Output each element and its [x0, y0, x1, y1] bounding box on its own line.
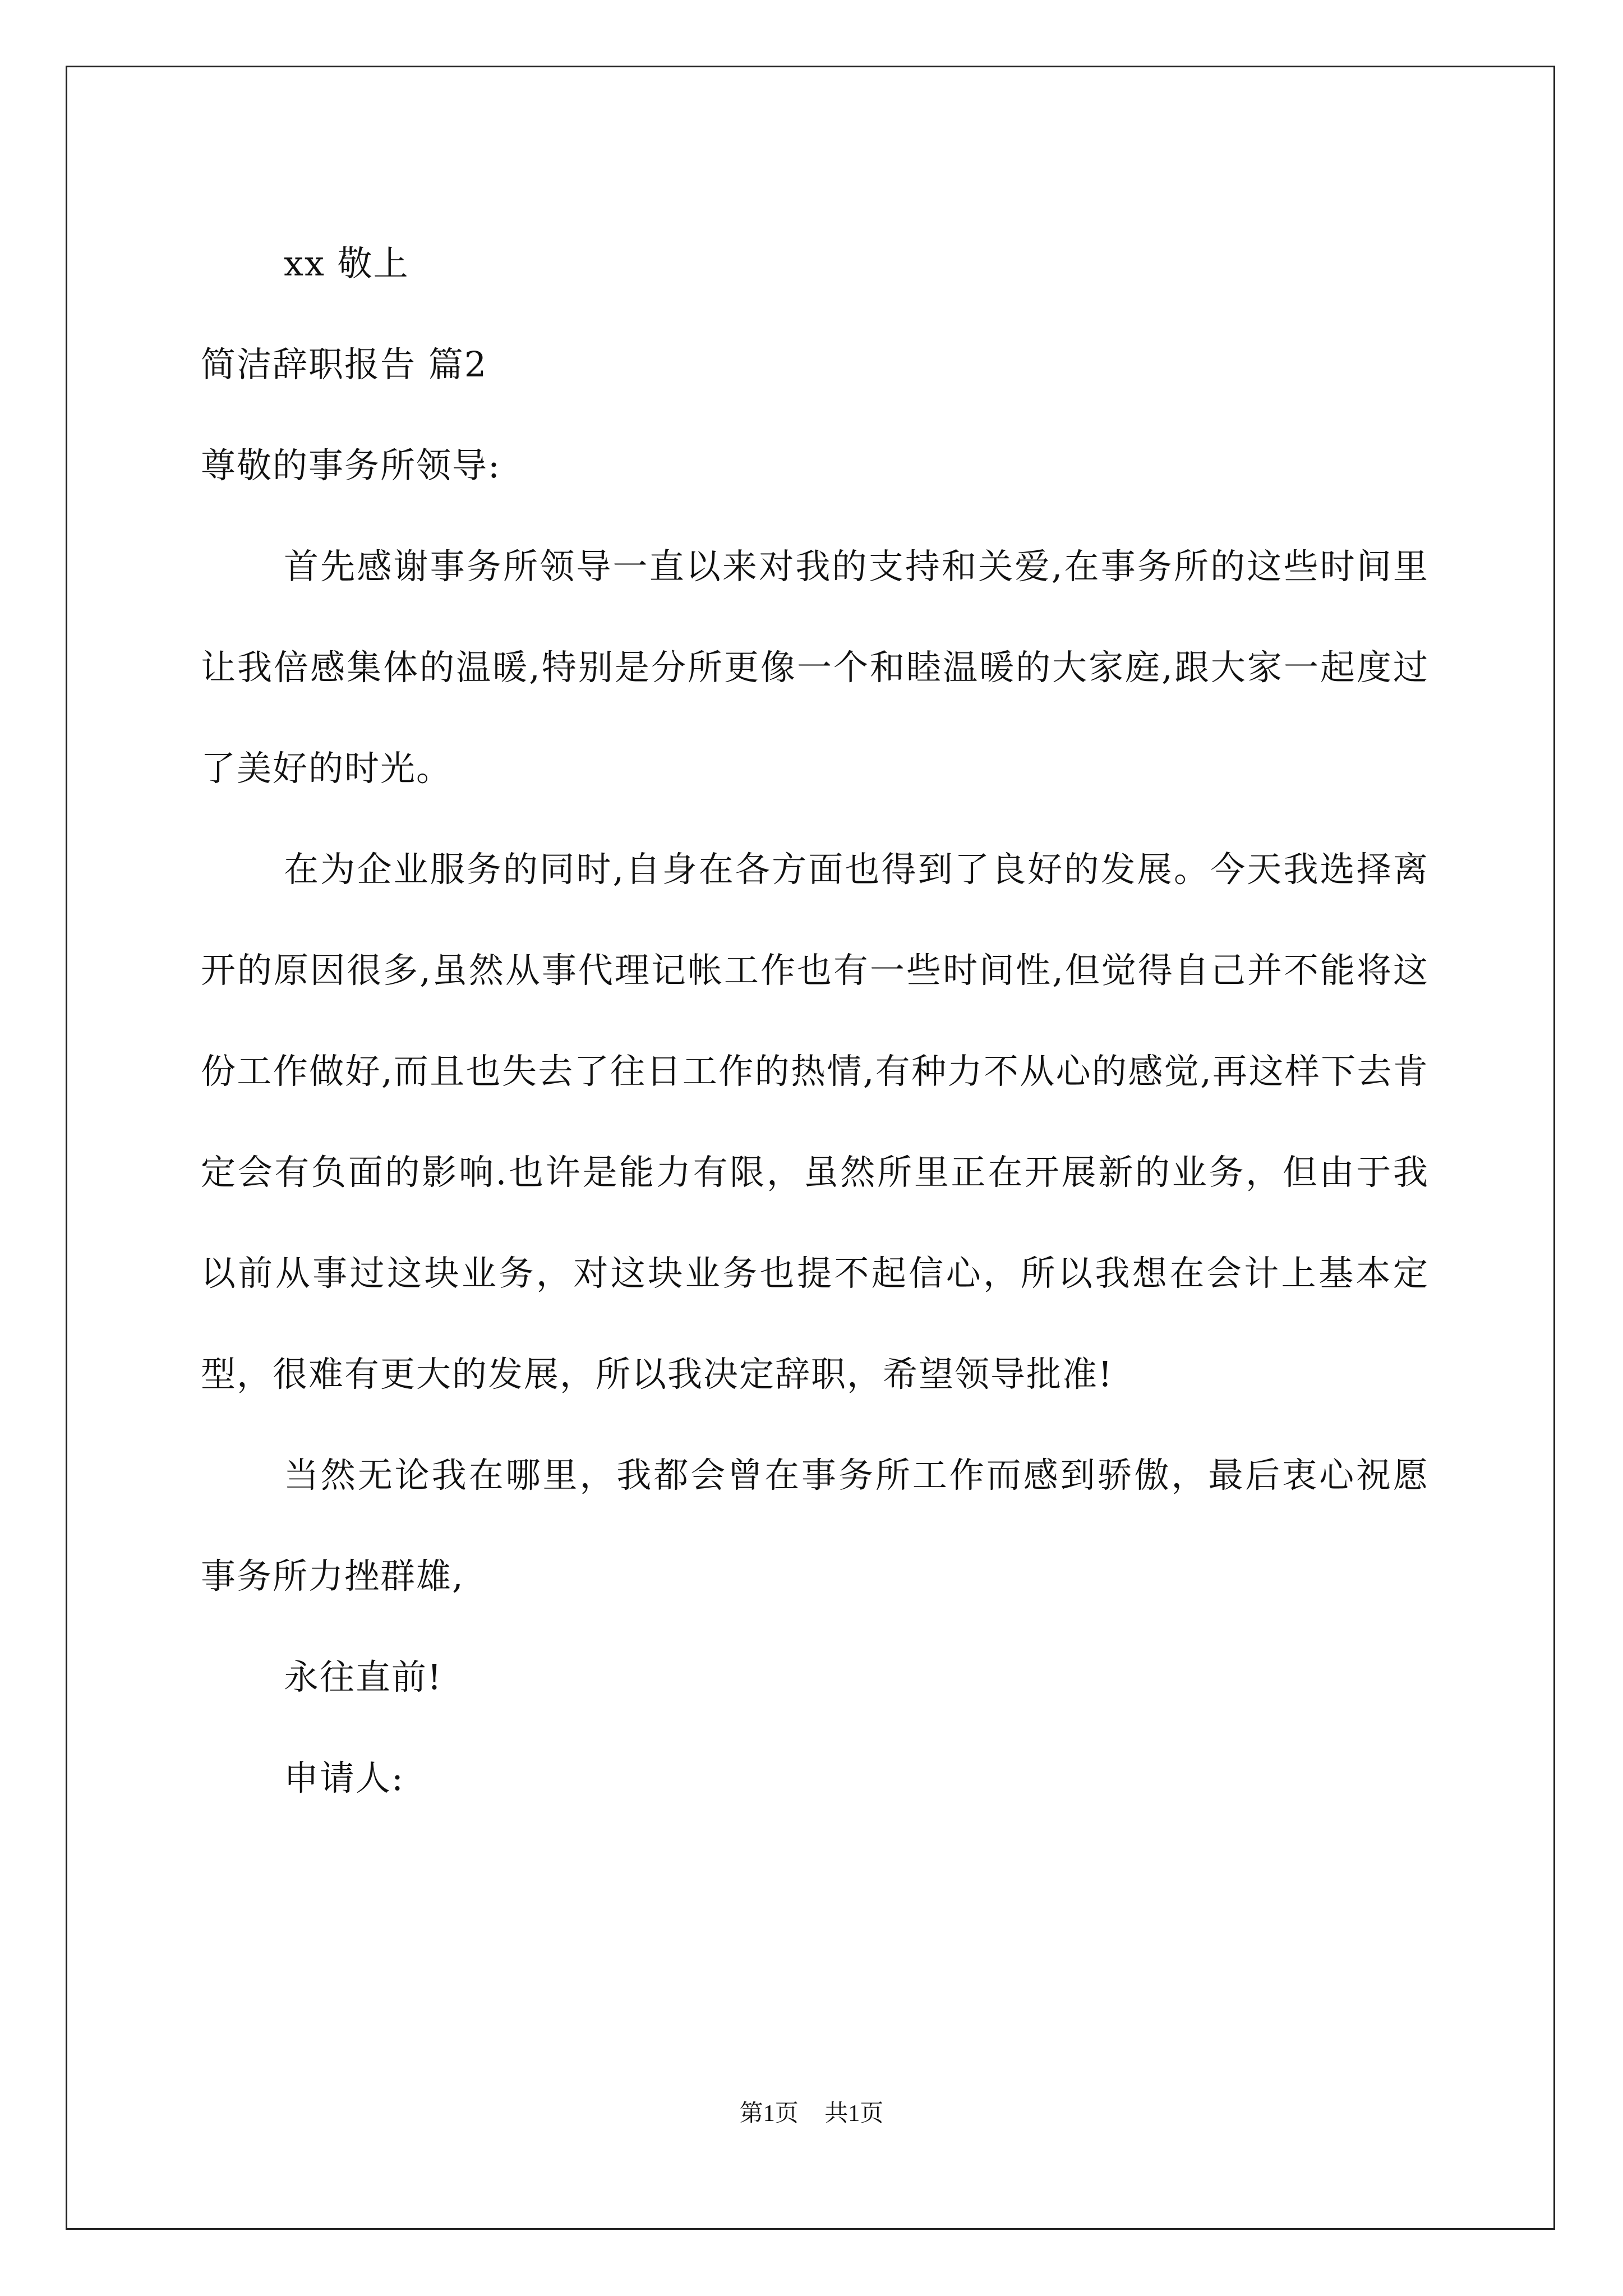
page-total: 共1页	[824, 2101, 884, 2127]
paragraph: 首先感谢事务所领导一直以来对我的支持和关爱,在事务所的这些时间里让我倍感集体的温暖,特别是分所更像一个和睦温暖的大家庭,跟大家一起度过了美好的时光。	[201, 546, 1429, 789]
page-footer	[0, 2097, 1623, 2131]
document-body	[201, 213, 1429, 1829]
salutation: 尊敬的事务所领导:	[201, 445, 501, 486]
signoff: xx 敬上	[284, 243, 409, 284]
section-heading: 简洁辞职报告 篇2	[201, 344, 488, 385]
closing: 永往直前!	[284, 1657, 442, 1697]
applicant-label: 申请人:	[284, 1757, 404, 1798]
page-number: 第1页	[739, 2101, 799, 2127]
paragraph: 在为企业服务的同时,自身在各方面也得到了良好的发展。今天我选择离开的原因很多,虽然从事代理记帐工作也有一些时间性,但觉得自己并不能将这份工作做好,而且也失去了往日工作的热情,有种力不从心的感觉,再这样下去肯定会有负面的影响.也许是能力有限，虽然所里正在开展新的业务，但由于我以前从事过这块业务，对这块业务也提不起信心，所以我想在会计上基本定型，很难有更大的发展，所以我决定辞职，希望领导批准!	[201, 849, 1429, 1395]
paragraph: 当然无论我在哪里，我都会曾在事务所工作而感到骄傲，最后衷心祝愿事务所力挫群雄,	[201, 1455, 1429, 1596]
